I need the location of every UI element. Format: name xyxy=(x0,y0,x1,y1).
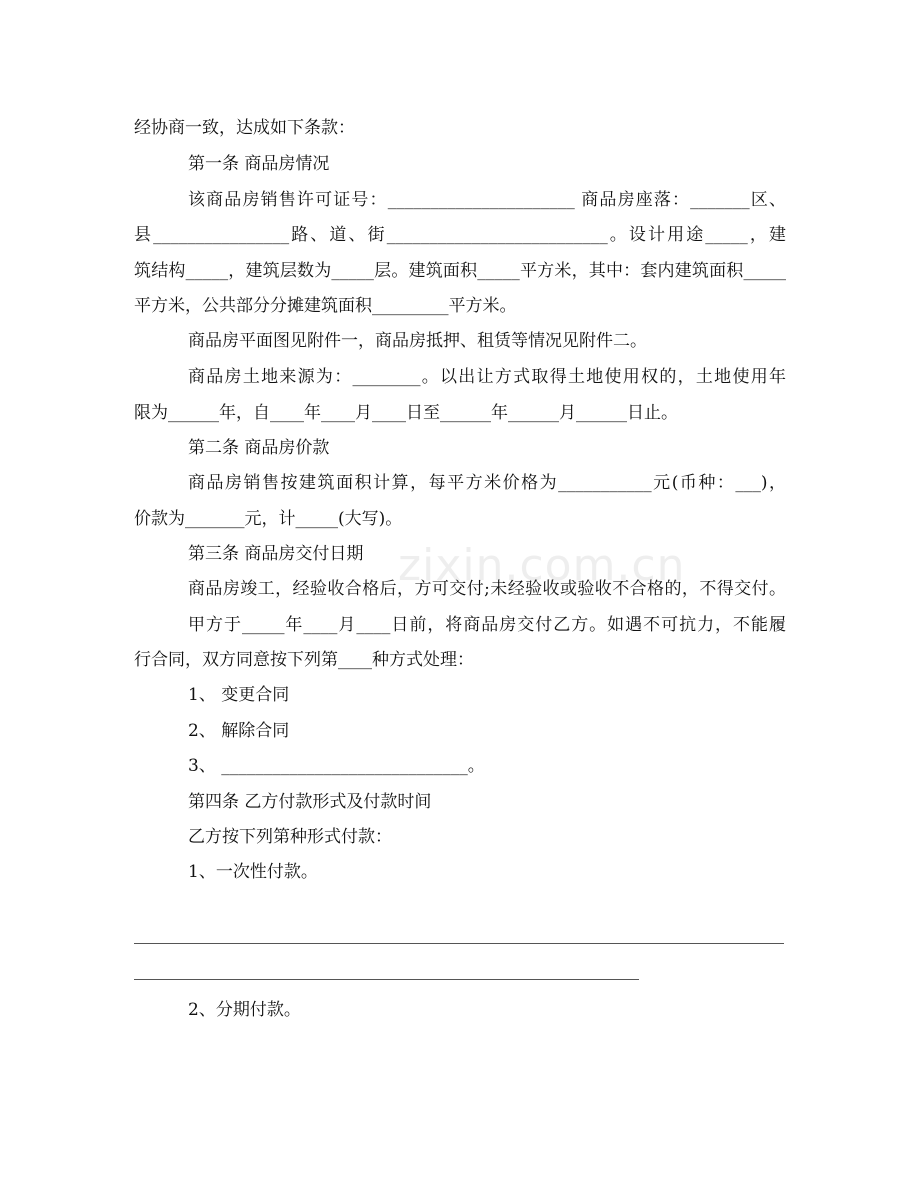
article-1-text-line: 平方米，公共部分分摊建筑面积_________平方米。 xyxy=(134,296,517,316)
article-1-heading: 第一条 商品房情况 xyxy=(188,154,330,174)
article-1-text-line: 县________________路、道、街__________________________。设计用途_____，建 xyxy=(134,225,786,245)
land-source-text-line: 商品房土地来源为：________。以出让方式取得土地使用权的，土地使用年 xyxy=(188,367,786,387)
article-1-text-line: 该商品房销售许可证号：______________________ 商品房座落：_______区、 xyxy=(188,190,786,210)
article-1-text-line: 筑结构_____，建筑层数为_____层。建筑面积_____平方米，其中：套内建筑面积_____ xyxy=(134,261,786,281)
article-3-text-line: 商品房竣工，经验收合格后，方可交付;未经验收或验收不合格的，不得交付。 xyxy=(188,579,786,599)
article-3-text-line: 行合同，双方同意按下列第____种方式处理： xyxy=(134,650,474,670)
payment-option-1: 1、一次性付款。 xyxy=(188,862,318,882)
list-item-1: 1、 变更合同 xyxy=(188,685,290,705)
payment-option-2: 2、分期付款。 xyxy=(188,1000,301,1020)
land-source-text-line: 限为______年，自____年____月____日至______年______月______日止。 xyxy=(134,403,678,423)
article-3-heading: 第三条 商品房交付日期 xyxy=(188,544,364,564)
article-4-heading: 第四条 乙方付款形式及付款时间 xyxy=(188,792,432,812)
list-item-2: 2、 解除合同 xyxy=(188,721,290,741)
article-3-text-line: 甲方于_____年____月____日前，将商品房交付乙方。如遇不可抗力，不能履 xyxy=(188,615,786,635)
article-2-text-line: 价款为_______元，计_____(大写)。 xyxy=(134,509,403,529)
list-item-3: 3、 _____________________________。 xyxy=(188,756,485,776)
payment-method-text: 乙方按下列第种形式付款： xyxy=(188,827,392,847)
watermark-text: zixin.com.cn xyxy=(398,540,686,591)
blank-fill-line xyxy=(134,979,639,980)
article-2-heading: 第二条 商品房价款 xyxy=(188,438,330,458)
intro-paragraph: 经协商一致，达成如下条款： xyxy=(134,118,355,138)
blank-fill-line xyxy=(134,943,784,944)
floor-plan-note: 商品房平面图见附件一，商品房抵押、租赁等情况见附件二。 xyxy=(188,331,647,351)
article-2-text-line: 商品房销售按建筑面积计算，每平方米价格为___________元(币种：___)， xyxy=(188,473,786,493)
